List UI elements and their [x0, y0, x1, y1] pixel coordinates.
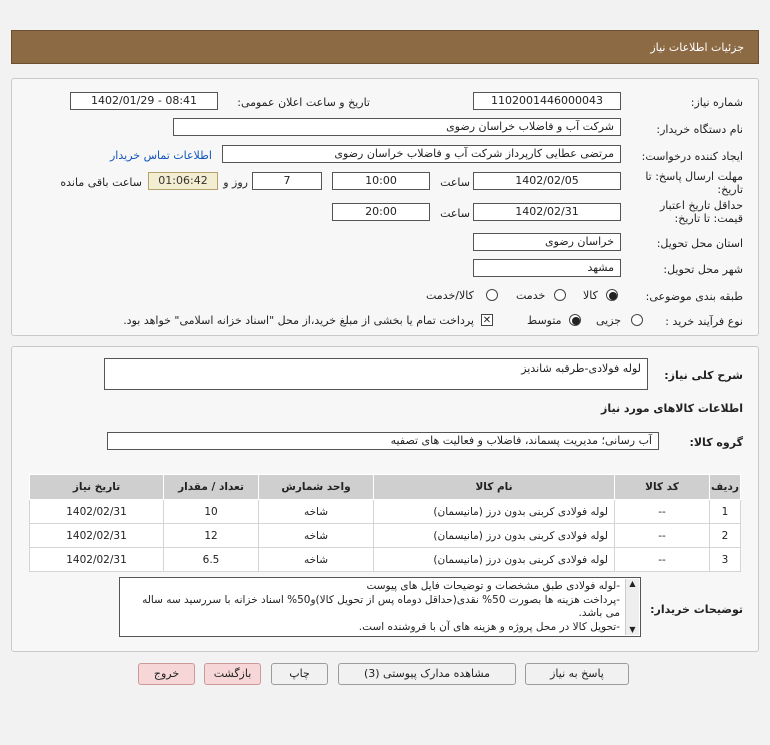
category-radio-service[interactable]	[554, 289, 566, 301]
print-button[interactable]: چاپ	[271, 663, 328, 685]
category-radio-goods-service[interactable]	[486, 289, 498, 301]
cell-row: 2	[710, 524, 741, 548]
view-attachments-button[interactable]: مشاهده مدارک پیوستی (3)	[338, 663, 516, 685]
goods-group-field: آب رسانی؛ مدیریت پسماند، فاضلاب و فعالیت های تصفیه	[107, 432, 659, 450]
col-qty: تعداد / مقدار	[164, 475, 259, 500]
process-radio-minor[interactable]	[631, 314, 643, 326]
remaining-timer: 01:06:42	[148, 172, 218, 190]
province-field: خراسان رضوی	[473, 233, 621, 251]
goods-group-label: گروه کالا:	[689, 436, 743, 449]
col-unit: واحد شمارش	[259, 475, 374, 500]
category-label: طبقه بندی موضوعی:	[645, 290, 743, 303]
goods-table	[29, 474, 741, 572]
validity-label-line1: حداقل تاریخ اعتبار	[659, 199, 743, 212]
city-label: شهر محل تحویل:	[663, 263, 743, 276]
buyer-notes-line: -پرداخت هزینه ها بصورت 50% نقدی(حداقل دوماه پس از تحویل کالا)و50% اسناد خزانه با سررسید سه ساله می باشد.	[142, 593, 620, 619]
process-option-medium: متوسط	[527, 314, 562, 327]
cell-name: لوله فولادی کربنی بدون درز (مانیسمان)	[374, 500, 615, 524]
remaining-label: ساعت باقی مانده	[60, 176, 142, 189]
city-field: مشهد	[473, 259, 621, 277]
need-number-label: شماره نیاز:	[690, 96, 743, 109]
table-row	[30, 524, 741, 548]
buyer-notes-line: -لوله فولادی طبق مشخصات و توضیحات فایل های پیوست	[366, 580, 620, 592]
process-option-minor: جزیی	[596, 314, 622, 327]
col-name: نام کالا	[374, 475, 615, 500]
cell-unit: شاخه	[259, 500, 374, 524]
page-header	[11, 30, 759, 64]
treasury-payment-checkbox[interactable]: ✕	[482, 315, 492, 326]
cell-unit: شاخه	[259, 548, 374, 572]
cell-code: --	[615, 524, 710, 548]
need-number-field: 1102001446000043	[473, 92, 621, 110]
page-title: جزئیات اطلاعات نیاز	[650, 41, 744, 54]
cell-qty: 6.5	[164, 548, 259, 572]
back-button[interactable]: بازگشت	[204, 663, 261, 685]
cell-unit: شاخه	[259, 524, 374, 548]
col-code: کد کالا	[615, 475, 710, 500]
province-label: استان محل تحویل:	[656, 237, 743, 250]
cell-row: 1	[710, 500, 741, 524]
validity-label-line2: قیمت: تا تاریخ:	[674, 212, 743, 225]
category-option-service: خدمت	[516, 289, 546, 302]
creator-label: ایجاد کننده درخواست:	[641, 150, 743, 163]
category-option-goods-service: کالا/خدمت	[426, 289, 474, 302]
cell-date: 1402/02/31	[30, 524, 164, 548]
validity-time-field: 20:00	[332, 203, 430, 221]
announce-datetime-field: 1402/01/29 - 08:41	[70, 92, 218, 110]
cell-row: 3	[710, 548, 741, 572]
creator-field: مرتضی عطایی کارپرداز شرکت آب و فاضلاب خراسان رضوی	[222, 145, 621, 163]
cell-qty: 12	[164, 524, 259, 548]
announce-datetime-label: تاریخ و ساعت اعلان عمومی:	[237, 96, 370, 109]
col-date: تاریخ نیاز	[30, 475, 164, 500]
cell-code: --	[615, 500, 710, 524]
table-row	[30, 548, 741, 572]
days-field: 7	[252, 172, 322, 190]
buyer-contact-link[interactable]: اطلاعات تماس خریدار	[110, 149, 212, 162]
deadline-date-field: 1402/02/05	[473, 172, 621, 190]
buyer-notes-line: -تحویل کالا در محل پروژه و هزینه های آن با فروشنده است.	[358, 620, 620, 633]
scroll-down-icon[interactable]: ▼	[629, 625, 636, 634]
need-summary-label: شرح کلی نیاز:	[664, 369, 743, 382]
buyer-org-label: نام دستگاه خریدار:	[656, 123, 743, 136]
validity-date-field: 1402/02/31	[473, 203, 621, 221]
table-row	[30, 500, 741, 524]
goods-info-title: اطلاعات کالاهای مورد نیاز	[601, 402, 743, 415]
deadline-label-line1: مهلت ارسال پاسخ: تا	[645, 170, 743, 183]
category-option-goods: کالا	[583, 289, 598, 302]
treasury-payment-note: پرداخت تمام یا بخشی از مبلغ خرید،از محل "اسناد خزانه اسلامی" خواهد بود.	[123, 314, 474, 327]
category-radio-goods[interactable]	[606, 289, 618, 301]
need-summary-field: لوله فولادی-طرقبه شاندیز	[104, 358, 648, 390]
process-label: نوع فرآیند خرید :	[665, 315, 743, 328]
cell-name: لوله فولادی کربنی بدون درز (مانیسمان)	[374, 548, 615, 572]
deadline-label-line2: تاریخ:	[717, 183, 743, 196]
reply-button[interactable]: پاسخ به نیاز	[525, 663, 629, 685]
buyer-notes-box[interactable]	[119, 577, 641, 637]
goods-table-header	[30, 475, 741, 500]
scroll-up-icon[interactable]: ▲	[629, 579, 636, 588]
cell-name: لوله فولادی کربنی بدون درز (مانیسمان)	[374, 524, 615, 548]
buyer-org-field: شرکت آب و فاضلاب خراسان رضوی	[173, 118, 621, 136]
deadline-time-label: ساعت	[440, 176, 470, 189]
validity-time-label: ساعت	[440, 207, 470, 220]
deadline-time-field: 10:00	[332, 172, 430, 190]
buyer-notes-scrollbar[interactable]	[625, 579, 639, 635]
buyer-notes-label: توضیحات خریدار:	[650, 603, 743, 616]
process-radio-medium[interactable]	[569, 314, 581, 326]
cell-qty: 10	[164, 500, 259, 524]
cell-code: --	[615, 548, 710, 572]
cell-date: 1402/02/31	[30, 548, 164, 572]
cell-date: 1402/02/31	[30, 500, 164, 524]
exit-button[interactable]: خروج	[138, 663, 195, 685]
days-label: روز و	[223, 176, 248, 189]
col-row: ردیف	[710, 475, 741, 500]
